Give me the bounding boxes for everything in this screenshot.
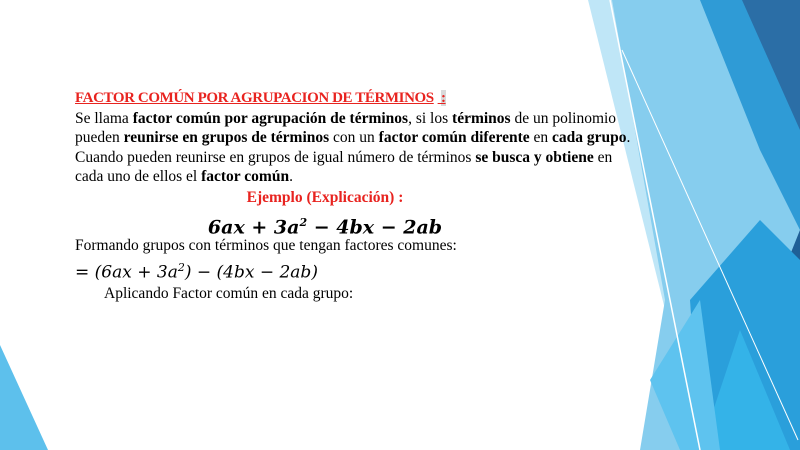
slide-title [75, 88, 635, 109]
step-text: Aplicando Factor común en cada grupo: [104, 284, 354, 302]
grouped-expression: = $(6ax + 3a^2) - (4bx - 2ab)$ [75, 260, 318, 283]
example-heading: Ejemplo (Explicación) : [246, 188, 404, 206]
title-text: FACTOR COMÚN POR AGRUPACION DE TÉRMINOS [75, 90, 434, 106]
definition-line-4: cada uno de ellos el factor común. [75, 168, 293, 185]
title-colon: : [440, 90, 446, 106]
definition-line-2: pueden reunirse en grupos de términos con un factor común diferente en cada grupo. [75, 129, 631, 146]
definition-line-3: Cuando pueden reunirse en grupos de igual número de términos se busca y obtiene en [75, 148, 613, 166]
definition-line-1: Se llama factor común por agrupación de términos, si los términos de un polinomio [75, 109, 617, 127]
left-corner-shape [0, 345, 48, 450]
grouping-text: Formando grupos con términos que tengan factores comunes: [75, 237, 457, 254]
slide-content [75, 88, 635, 303]
example-expression: $6ax + 3a^2 - 4bx - 2ab$ [207, 216, 443, 239]
